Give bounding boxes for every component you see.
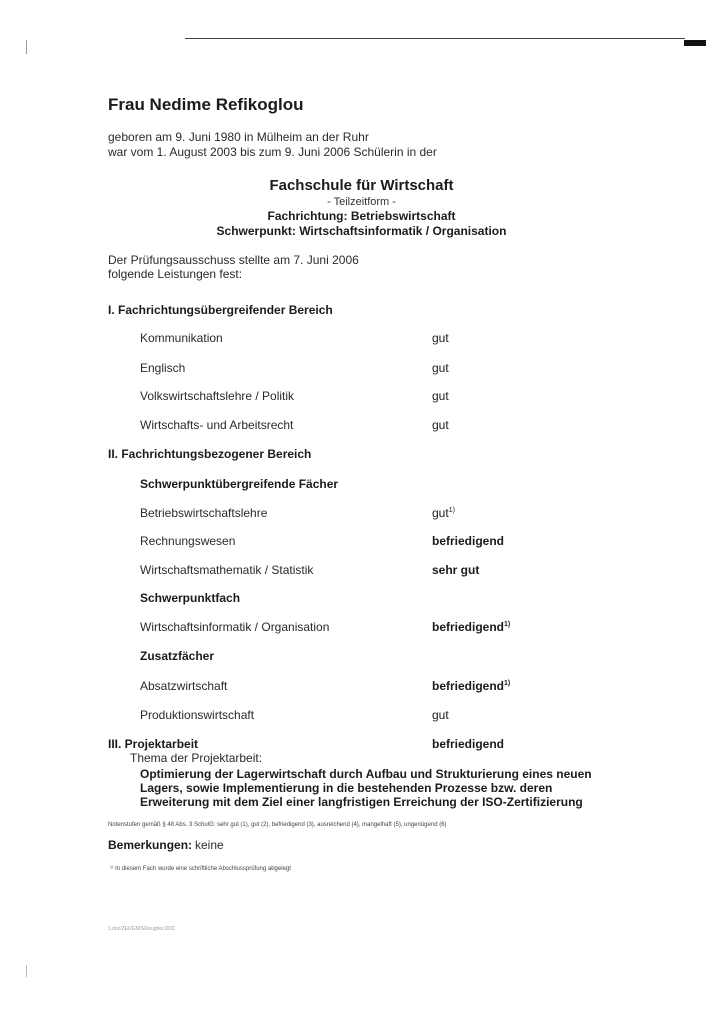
scan-edge-line — [185, 38, 685, 39]
subject-name: Kommunikation — [140, 331, 223, 345]
group-title: Zusatzfächer — [140, 649, 215, 663]
subject-grade: sehr gut — [432, 563, 480, 577]
remarks-label: Bemerkungen: — [108, 838, 193, 852]
project-topic-line: Lagers, sowie Implementierung in die bestehenden Prozesse bzw. deren — [140, 781, 553, 795]
section-title: I. Fachrichtungsübergreifender Bereich — [108, 303, 333, 317]
subject-name: Rechnungswesen — [140, 534, 236, 548]
subject-name: Absatzwirtschaft — [140, 679, 228, 693]
remarks-value: keine — [195, 838, 224, 852]
subject-grade: befriedigend — [432, 534, 505, 548]
section-title: II. Fachrichtungsbezogener Bereich — [108, 447, 312, 461]
subject-name: Wirtschaftsinformatik / Organisation — [140, 620, 330, 634]
footnote-marker: 1) — [504, 621, 511, 628]
scan-margin-tick — [26, 965, 27, 977]
footnote-marker: 1) — [448, 507, 455, 514]
subject-grade: gut — [432, 418, 449, 432]
school-title: Fachschule für Wirtschaft — [269, 177, 454, 194]
student-name: Frau Nedime Refikoglou — [108, 95, 304, 114]
scan-edge-mark — [684, 40, 706, 46]
subject-name: Produktionswirtschaft — [140, 708, 255, 722]
subject-name: Betriebswirtschaftslehre — [140, 506, 268, 520]
exam-intro: Der Prüfungsausschuss stellte am 7. Juni 2006 — [108, 253, 359, 267]
section-title: III. Projektarbeit — [108, 737, 199, 751]
subject-name: Englisch — [140, 361, 186, 375]
subject-grade: gut — [432, 389, 449, 403]
project-grade: befriedigend — [432, 737, 505, 751]
school-direction: Fachrichtung: Betriebswirtschaft — [267, 209, 456, 223]
attendance-info: war vom 1. August 2003 bis zum 9. Juni 2006 Schülerin in der — [108, 145, 437, 159]
group-title: Schwerpunktfach — [140, 591, 241, 605]
subject-grade: gut — [432, 708, 449, 722]
grade-value: gut — [432, 506, 449, 520]
group-title: Schwerpunktübergreifende Fächer — [140, 477, 339, 491]
project-topic-label: Thema der Projektarbeit: — [130, 751, 263, 765]
grade-value: befriedigend — [432, 620, 505, 634]
subject-grade: gut — [432, 331, 449, 345]
subject-name: Wirtschafts- und Arbeitsrecht — [140, 418, 294, 432]
school-form: - Teilzeitform - — [327, 196, 396, 208]
exam-intro: folgende Leistungen fest: — [108, 267, 243, 281]
subject-name: Wirtschaftsmathematik / Statistik — [140, 563, 314, 577]
grade-value: befriedigend — [432, 679, 505, 693]
project-topic-line: Erweiterung mit dem Ziel einer langfristigen Erreichung der ISO-Zertifizierung — [140, 795, 583, 809]
subject-grade — [432, 620, 510, 634]
scan-margin-tick — [26, 40, 27, 54]
subject-name: Volkswirtschaftslehre / Politik — [140, 389, 295, 403]
grading-scale: Notenstufen gemäß § 48 Abs. 3 SchulG: sehr gut (1), gut (2), befriedigend (3), ausreichend (4), mangelhaft (5), ungenügend (6) — [108, 822, 447, 828]
footnote-marker: 1) — [504, 680, 511, 687]
birth-info: geboren am 9. Juni 1980 in Mülheim an der Ruhr — [108, 130, 369, 144]
file-reference: 1.doc/ZEUGNIS/Zeugnis.DOC — [108, 926, 176, 932]
footnote-text: ¹⁾ In diesem Fach wurde eine schriftliche Abschlussprüfung abgelegt — [110, 866, 291, 872]
project-topic-line: Optimierung der Lagerwirtschaft durch Aufbau und Strukturierung eines neuen — [140, 767, 592, 781]
school-focus: Schwerpunkt: Wirtschaftsinformatik / Organisation — [216, 224, 507, 238]
subject-grade — [432, 506, 455, 520]
subject-grade: gut — [432, 361, 449, 375]
subject-grade — [432, 679, 510, 693]
